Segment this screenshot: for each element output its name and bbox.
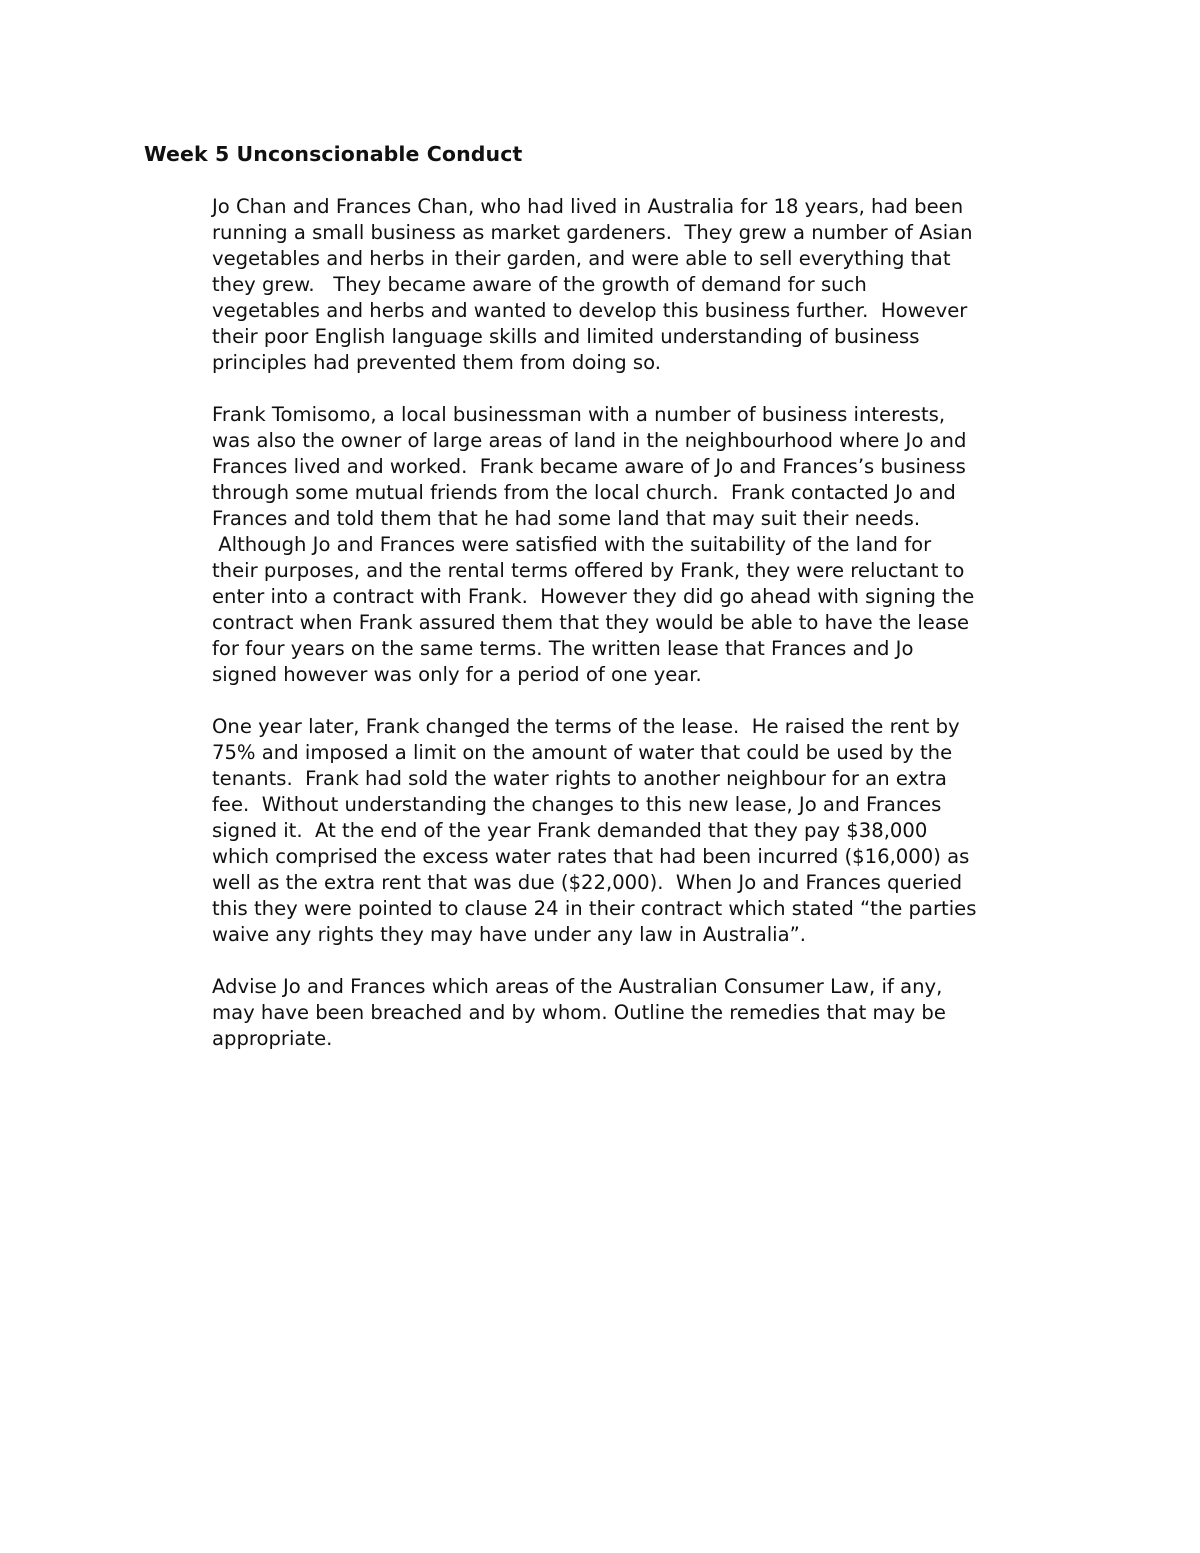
text-line: Frances and told them that he had some land that may suit their needs. xyxy=(212,507,921,530)
text-line: well as the extra rent that was due ($22,000). When Jo and Frances queried xyxy=(212,871,963,894)
text-line: signed it. At the end of the year Frank demanded that they pay $38,000 xyxy=(212,819,928,842)
text-line: fee. Without understanding the changes to this new lease, Jo and Frances xyxy=(212,793,942,816)
document-body xyxy=(212,194,1072,1078)
text-line: 75% and imposed a limit on the amount of water that could be used by the xyxy=(212,741,953,764)
text-line: was also the owner of large areas of land in the neighbourhood where Jo and xyxy=(212,429,967,452)
text-line: principles had prevented them from doing so. xyxy=(212,351,661,374)
text-line: Advise Jo and Frances which areas of the Australian Consumer Law, if any, xyxy=(212,975,943,998)
text-line: enter into a contract with Frank. However they did go ahead with signing the xyxy=(212,585,975,608)
text-line: appropriate. xyxy=(212,1027,333,1050)
text-line: waive any rights they may have under any law in Australia”. xyxy=(212,923,806,946)
text-line: which comprised the excess water rates that had been incurred ($16,000) as xyxy=(212,845,970,868)
text-line: their purposes, and the rental terms offered by Frank, they were reluctant to xyxy=(212,559,965,582)
text-line: their poor English language skills and limited understanding of business xyxy=(212,325,920,348)
text-line: One year later, Frank changed the terms of the lease. He raised the rent by xyxy=(212,715,960,738)
text-line: Frances lived and worked. Frank became aware of Jo and Frances’s business xyxy=(212,455,966,478)
text-line: tenants. Frank had sold the water rights to another neighbour for an extra xyxy=(212,767,947,790)
text-line: they grew. They became aware of the growth of demand for such xyxy=(212,273,867,296)
paragraph-frank xyxy=(212,402,1072,688)
text-line: signed however was only for a period of one year. xyxy=(212,663,702,686)
text-line: for four years on the same terms. The written lease that Frances and Jo xyxy=(212,637,914,660)
paragraph-question xyxy=(212,974,1072,1052)
text-line: Jo Chan and Frances Chan, who had lived in Australia for 18 years, had been xyxy=(212,195,964,218)
text-line: vegetables and herbs and wanted to develop this business further. However xyxy=(212,299,968,322)
text-line: contract when Frank assured them that they would be able to have the lease xyxy=(212,611,970,634)
page-title: Week 5 Unconscionable Conduct xyxy=(144,142,523,166)
text-line: running a small business as market gardeners. They grew a number of Asian xyxy=(212,221,973,244)
text-line: vegetables and herbs in their garden, and were able to sell everything that xyxy=(212,247,951,270)
paragraph-intro xyxy=(212,194,1072,376)
text-line: through some mutual friends from the local church. Frank contacted Jo and xyxy=(212,481,956,504)
text-line: Frank Tomisomo, a local businessman with a number of business interests, xyxy=(212,403,946,426)
text-line: Although Jo and Frances were satisfied with the suitability of the land for xyxy=(212,533,932,556)
paragraph-lease-changes xyxy=(212,714,1072,948)
text-line: may have been breached and by whom. Outline the remedies that may be xyxy=(212,1001,946,1024)
text-line: this they were pointed to clause 24 in their contract which stated “the parties xyxy=(212,897,977,920)
